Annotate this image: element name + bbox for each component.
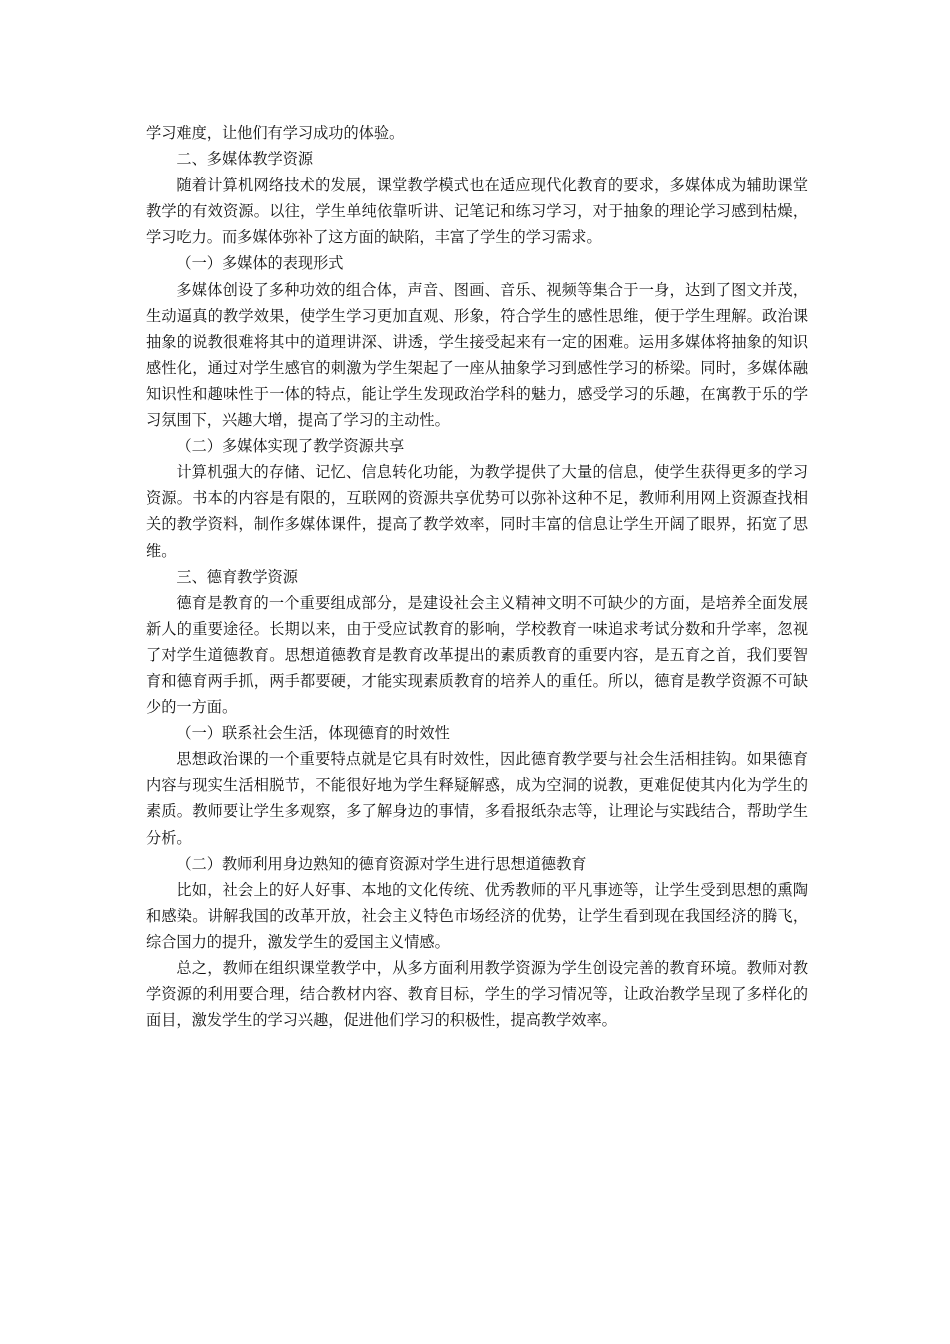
subsection-heading-social-life: （一）联系社会生活，体现德育的时效性 xyxy=(176,724,450,743)
section-heading-moral: 三、德育教学资源 xyxy=(176,567,298,586)
subsection-heading-sharing: （二）多媒体实现了教学资源共享 xyxy=(176,437,405,456)
section-heading-multimedia: 二、多媒体教学资源 xyxy=(176,150,314,169)
paragraph-body: 计算机强大的存储、记忆、信息转化功能，为教学提供了大量的信息，使学生获得更多的学习资源。书本的内容是有限的，互联网的资源共享优势可以弥补这种不足，教师利用网上资源查找相关的教学资料，制作多媒体课件，提高了教学效率，同时丰富的信息让学生开阔了眼界，拓宽了思维。 xyxy=(146,463,808,560)
subsection-heading-moral-resources: （二）教师利用身边熟知的德育资源对学生进行思想道德教育 xyxy=(176,854,587,873)
paragraph-body: 多媒体创设了多种功效的组合体，声音、图画、音乐、视频等集合于一身，达到了图文并茂，生动逼真的教学效果，使学生学习更加直观、形象，符合学生的感性思维，便于学生理解。政治课抽象的说教很难将其中的道理讲深、讲透，学生接受起来有一定的困难。运用多媒体将抽象的知识感性化，通过对学生感官的刺激为学生架起了一座从抽象学习到感性学习的桥梁。同时，多媒体融知识性和趣味性于一体的特点，能让学生发现政治学科的魅力，感受学习的乐趣，在寓教于乐的学习氛围下，兴趣大增，提高了学习的主动性。 xyxy=(146,280,808,430)
paragraph-continuation: 学习难度，让他们有学习成功的体验。 xyxy=(146,124,405,142)
paragraph-body: 随着计算机网络技术的发展，课堂教学模式也在适应现代化教育的要求，多媒体成为辅助课堂教学的有效资源。以往，学生单纯依靠听讲、记笔记和练习学习，对于抽象的理论学习感到枯燥，学习吃力。而多媒体弥补了这方面的缺陷，丰富了学生的学习需求。 xyxy=(146,176,808,247)
paragraph-body: 比如，社会上的好人好事、本地的文化传统、优秀教师的平凡事迹等，让学生受到思想的熏陶和感染。讲解我国的改革开放，社会主义特色市场经济的优势，让学生看到现在我国经济的腾飞，综合国力的提升，激发学生的爱国主义情感。 xyxy=(146,880,808,951)
subsection-heading-forms: （一）多媒体的表现形式 xyxy=(176,254,344,273)
paragraph-body: 思想政治课的一个重要特点就是它具有时效性，因此德育教学要与社会生活相挂钩。如果德育内容与现实生活相脱节，不能很好地为学生释疑解惑，成为空洞的说教，更难促使其内化为学生的素质。教师要让学生多观察，多了解身边的事情，多看报纸杂志等，让理论与实践结合，帮助学生分析。 xyxy=(146,750,808,847)
paragraph-body: 德育是教育的一个重要组成部分，是建设社会主义精神文明不可缺少的方面，是培养全面发展新人的重要途径。长期以来，由于受应试教育的影响，学校教育一味追求考试分数和升学率，忽视了对学生道德教育。思想道德教育是教育改革提出的素质教育的重要内容，是五育之首，我们要智育和德育两手抓，两手都要硬，才能实现素质教育的培养人的重任。所以，德育是教学资源不可缺少的一方面。 xyxy=(146,593,808,717)
document-page xyxy=(146,120,808,1033)
paragraph-conclusion: 总之，教师在组织课堂教学中，从多方面利用教学资源为学生创设完善的教育环境。教师对教学资源的利用要合理，结合教材内容、教育目标，学生的学习情况等，让政治教学呈现了多样化的面目，激发学生的学习兴趣，促进他们学习的积极性，提高教学效率。 xyxy=(146,959,808,1030)
